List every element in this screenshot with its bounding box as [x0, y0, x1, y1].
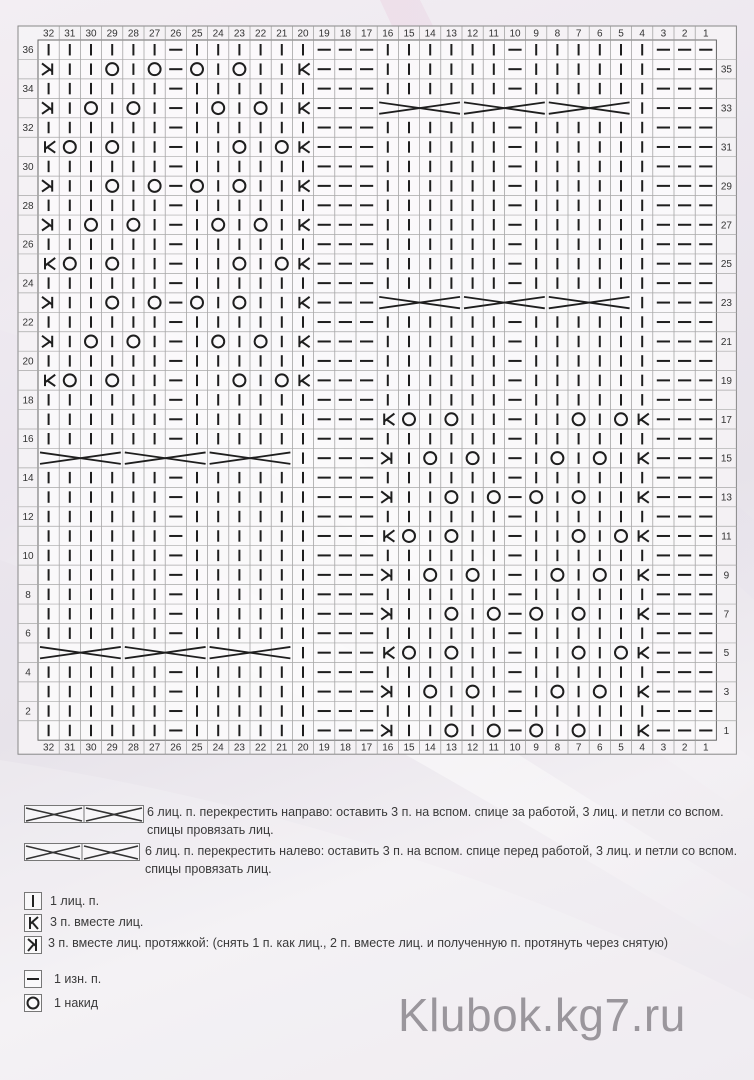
column-number-bottom: 12	[467, 742, 479, 754]
column-number-bottom: 15	[403, 742, 415, 754]
column-number-bottom: 6	[597, 742, 603, 754]
column-number-bottom: 29	[106, 742, 118, 754]
column-number-top: 8	[554, 28, 561, 40]
column-number-bottom: 25	[191, 742, 203, 754]
row-number-left: 22	[22, 317, 34, 329]
row-number-right: 11	[721, 531, 732, 543]
row-number-right: 31	[720, 142, 732, 154]
row-number-left: 6	[25, 628, 31, 640]
row-number-left: 34	[22, 84, 34, 96]
row-number-left: 4	[25, 667, 31, 679]
column-number-bottom: 16	[382, 742, 394, 754]
column-number-top: 19	[318, 28, 330, 40]
row-number-right: 27	[720, 220, 732, 232]
legend-purl-text: 1 изн. п.	[54, 972, 102, 986]
column-number-bottom: 3	[660, 742, 667, 754]
column-number-top: 3	[660, 28, 667, 40]
row-number-right: 33	[720, 103, 732, 115]
column-number-bottom: 21	[276, 742, 288, 754]
column-number-top: 11	[488, 28, 499, 40]
column-number-top: 28	[127, 28, 139, 40]
row-number-right: 21	[720, 336, 732, 348]
column-number-top: 7	[575, 28, 582, 40]
column-number-top: 15	[403, 28, 415, 40]
row-number-right: 17	[720, 414, 732, 426]
column-number-top: 12	[467, 28, 479, 40]
column-number-bottom: 28	[127, 742, 139, 754]
column-number-top: 14	[424, 28, 436, 40]
column-number-top: 10	[509, 28, 521, 40]
column-number-bottom: 11	[488, 742, 499, 754]
column-number-bottom: 22	[255, 742, 267, 754]
column-number-bottom: 13	[445, 742, 457, 754]
column-number-top: 6	[597, 28, 603, 40]
column-number-bottom: 26	[170, 742, 182, 754]
column-number-top: 24	[212, 28, 224, 40]
row-number-right: 1	[723, 725, 730, 737]
column-number-top: 18	[339, 28, 351, 40]
row-number-left: 20	[22, 356, 34, 368]
column-number-top: 26	[170, 28, 182, 40]
row-number-left: 2	[25, 706, 31, 718]
row-number-left: 26	[22, 239, 34, 251]
column-number-bottom: 9	[533, 742, 539, 754]
legend-cross-left-text: 6 лиц. п. перекрестить налево: оставить 3 п. на вспом. спице перед работой, 3 лиц. и петли со вспом. спицы провязать лиц.	[145, 844, 738, 876]
row-number-right: 13	[720, 492, 732, 504]
row-number-left: 36	[22, 45, 34, 57]
column-number-top: 21	[276, 28, 288, 40]
row-number-left: 18	[22, 395, 34, 407]
column-number-bottom: 17	[361, 742, 373, 754]
column-number-bottom: 18	[339, 742, 351, 754]
column-number-top: 16	[382, 28, 394, 40]
column-number-top: 9	[533, 28, 539, 40]
column-number-top: 13	[445, 28, 457, 40]
column-number-top: 17	[361, 28, 373, 40]
column-number-bottom: 19	[318, 742, 330, 754]
row-number-left: 28	[22, 200, 34, 212]
row-number-right: 23	[720, 298, 732, 310]
column-number-bottom: 4	[639, 742, 645, 754]
column-number-top: 27	[149, 28, 161, 40]
row-number-left: 16	[22, 434, 34, 446]
legend-knit-text: 1 лиц. п.	[50, 894, 100, 908]
column-number-top: 23	[233, 28, 245, 40]
column-number-top: 22	[255, 28, 267, 40]
column-number-bottom: 14	[424, 742, 436, 754]
row-number-left: 30	[22, 161, 34, 173]
column-number-top: 20	[297, 28, 309, 40]
column-number-top: 31	[64, 28, 76, 40]
row-number-right: 15	[720, 453, 732, 465]
column-number-bottom: 10	[509, 742, 521, 754]
column-number-top: 5	[618, 28, 624, 40]
row-number-right: 25	[720, 259, 732, 271]
column-number-bottom: 1	[703, 742, 709, 754]
column-number-bottom: 24	[212, 742, 224, 754]
row-number-right: 9	[723, 570, 730, 582]
row-number-left: 24	[22, 278, 34, 290]
column-number-top: 4	[639, 28, 645, 40]
row-number-left: 12	[22, 512, 34, 524]
row-number-left: 14	[22, 473, 34, 485]
row-number-right: 19	[720, 375, 732, 387]
row-number-right: 29	[720, 181, 732, 193]
column-number-top: 32	[43, 28, 55, 40]
legend-sk2p-text: 3 п. вместе лиц. протяжкой: (снять 1 п. как лиц., 2 п. вместе лиц. и полученную п. протянуть через снятую)	[48, 936, 668, 950]
watermark: Klubok.kg7.ru	[398, 989, 686, 1041]
column-number-bottom: 23	[233, 742, 245, 754]
column-number-bottom: 31	[64, 742, 76, 754]
column-number-bottom: 32	[43, 742, 55, 754]
column-number-top: 1	[703, 28, 709, 40]
column-number-bottom: 20	[297, 742, 309, 754]
row-number-right: 35	[720, 64, 732, 76]
column-number-bottom: 27	[149, 742, 161, 754]
column-number-top: 29	[106, 28, 118, 40]
legend-cross-right-text: 6 лиц. п. перекрестить направо: оставить 3 п. на вспом. спице за работой, 3 лиц. и петли со вспом. спицы провязать лиц.	[147, 805, 724, 837]
legend-k3tog-text: 3 п. вместе лиц.	[50, 915, 144, 929]
row-number-left: 32	[22, 123, 34, 135]
row-number-right: 5	[723, 648, 730, 660]
row-number-left: 10	[22, 550, 34, 562]
row-number-left: 8	[25, 589, 31, 601]
column-number-bottom: 7	[575, 742, 582, 754]
row-number-right: 3	[723, 687, 730, 699]
column-number-top: 30	[85, 28, 97, 40]
column-number-top: 25	[191, 28, 203, 40]
row-number-right: 7	[723, 609, 730, 621]
legend-yarn-over-text: 1 накид	[54, 996, 99, 1010]
column-number-bottom: 5	[618, 742, 624, 754]
column-number-bottom: 30	[85, 742, 97, 754]
column-number-top: 2	[681, 28, 688, 40]
column-number-bottom: 2	[681, 742, 688, 754]
column-number-bottom: 8	[554, 742, 561, 754]
